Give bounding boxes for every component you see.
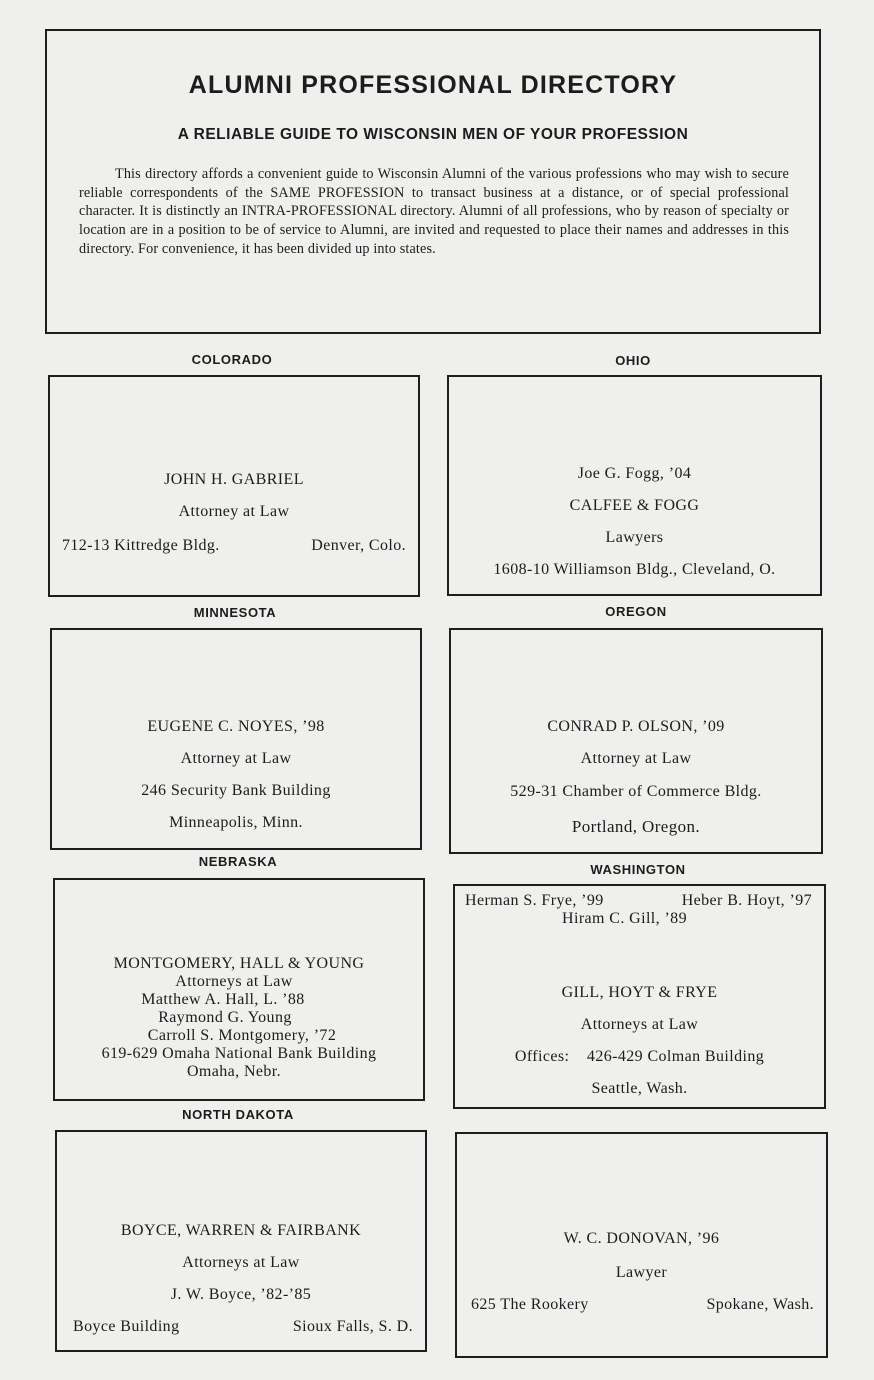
intro-text: [79, 165, 789, 259]
listing-firm: GILL, HOYT & FRYE: [561, 984, 718, 1001]
listing-address-line: [50, 537, 418, 555]
listing-minnesota: [50, 628, 422, 850]
offices-label: Offices:: [514, 1048, 570, 1065]
intro-paragraph: This directory affords a convenient guide to Wisconsin Alumni of the various professions who may wish to secure reliable correspondents of the SAME PROFESSION to transact business at a distance, or of special professional character. It is distinctly an INTRA-PROFESSIONAL directory. Alumni of all professions, who by reason of specialty or location are in a position to be of service to Alumni, are invited and requested to place their names and addresses in this directory. For convenience, it has been divided up into states.: [79, 166, 789, 257]
listing-colorado: [48, 375, 420, 597]
listing-address: 246 Security Bank Building: [141, 782, 331, 799]
state-ohio: OHIO: [615, 353, 651, 368]
listing-member: Herman S. Frye, ’99: [465, 892, 604, 909]
listing-city: Portland, Oregon.: [571, 817, 701, 836]
listing-address: 529-31 Chamber of Commerce Bldg.: [510, 783, 762, 800]
listing-address-line: [457, 1296, 826, 1314]
state-north-dakota: NORTH DAKOTA: [182, 1107, 294, 1122]
listing-city: Minneapolis, Minn.: [169, 814, 303, 831]
listing-partner: Carroll S. Montgomery, ’72: [147, 1027, 337, 1044]
listing-name: EUGENE C. NOYES, ’98: [147, 718, 325, 735]
listing-member: Hiram C. Gill, ’89: [562, 910, 687, 927]
listing-address: 625 The Rookery: [471, 1296, 589, 1313]
listing-firm: MONTGOMERY, HALL & YOUNG: [113, 955, 365, 972]
listing-name: W. C. DONOVAN, ’96: [563, 1230, 720, 1247]
state-nebraska: NEBRASKA: [198, 854, 278, 869]
listing-address: 619-629 Omaha National Bank Building: [101, 1045, 377, 1062]
listing-oregon: [449, 628, 823, 854]
state-oregon: OREGON: [605, 604, 667, 619]
state-washington: WASHINGTON: [590, 862, 686, 877]
listing-name: CONRAD P. OLSON, ’09: [547, 718, 725, 735]
listing-partner: J. W. Boyce, ’82-’85: [170, 1286, 312, 1303]
header-box: [45, 29, 821, 334]
listing-title: Attorneys at Law: [580, 1016, 699, 1033]
state-minnesota: MINNESOTA: [193, 605, 277, 620]
page-title: ALUMNI PROFESSIONAL DIRECTORY: [188, 71, 678, 99]
listing-title: Attorney at Law: [180, 750, 292, 767]
listing-washington: [453, 884, 826, 1109]
listing-members-line: [455, 892, 824, 910]
listing-address: 1608-10 Williamson Bldg., Cleveland, O.: [493, 561, 776, 578]
listing-member: Heber B. Hoyt, ’97: [681, 892, 812, 909]
listing-firm: BOYCE, WARREN & FAIRBANK: [120, 1222, 362, 1239]
listing-title: Attorneys at Law: [182, 1254, 300, 1271]
listing-nebraska: [53, 878, 425, 1101]
listing-city: Spokane, Wash.: [706, 1296, 814, 1313]
listing-city: Sioux Falls, S. D.: [292, 1318, 413, 1335]
listing-offices-line: [455, 1048, 824, 1066]
listing-title: Lawyer: [615, 1264, 668, 1281]
listing-ohio: [447, 375, 822, 596]
listing-address-line: [57, 1318, 425, 1336]
listing-title: Attorney at Law: [580, 750, 692, 767]
state-colorado: COLORADO: [191, 352, 273, 367]
listing-partner: Raymond G. Young: [158, 1009, 292, 1026]
listing-title: Lawyers: [605, 529, 664, 546]
listing-north-dakota: [55, 1130, 427, 1352]
listing-address: 426-429 Colman Building: [586, 1048, 765, 1065]
listing-title: Attorney at Law: [178, 503, 290, 520]
page-subtitle: A RELIABLE GUIDE TO WISCONSIN MEN OF YOUR PROFESSION: [177, 126, 689, 143]
listing-firm: CALFEE & FOGG: [569, 497, 700, 514]
listing-person: Joe G. Fogg, ’04: [577, 465, 692, 482]
listing-title: Attorneys at Law: [175, 973, 293, 990]
listing-city: Omaha, Nebr.: [186, 1063, 282, 1080]
listing-partner: Matthew A. Hall, L. ’88: [141, 991, 305, 1008]
listing-city: Seattle, Wash.: [591, 1080, 688, 1097]
listing-spokane: [455, 1132, 828, 1358]
listing-address: 712-13 Kittredge Bldg.: [62, 537, 220, 554]
listing-city: Denver, Colo.: [311, 537, 406, 554]
listing-name: JOHN H. GABRIEL: [164, 471, 304, 488]
listing-address: Boyce Building: [73, 1318, 180, 1335]
